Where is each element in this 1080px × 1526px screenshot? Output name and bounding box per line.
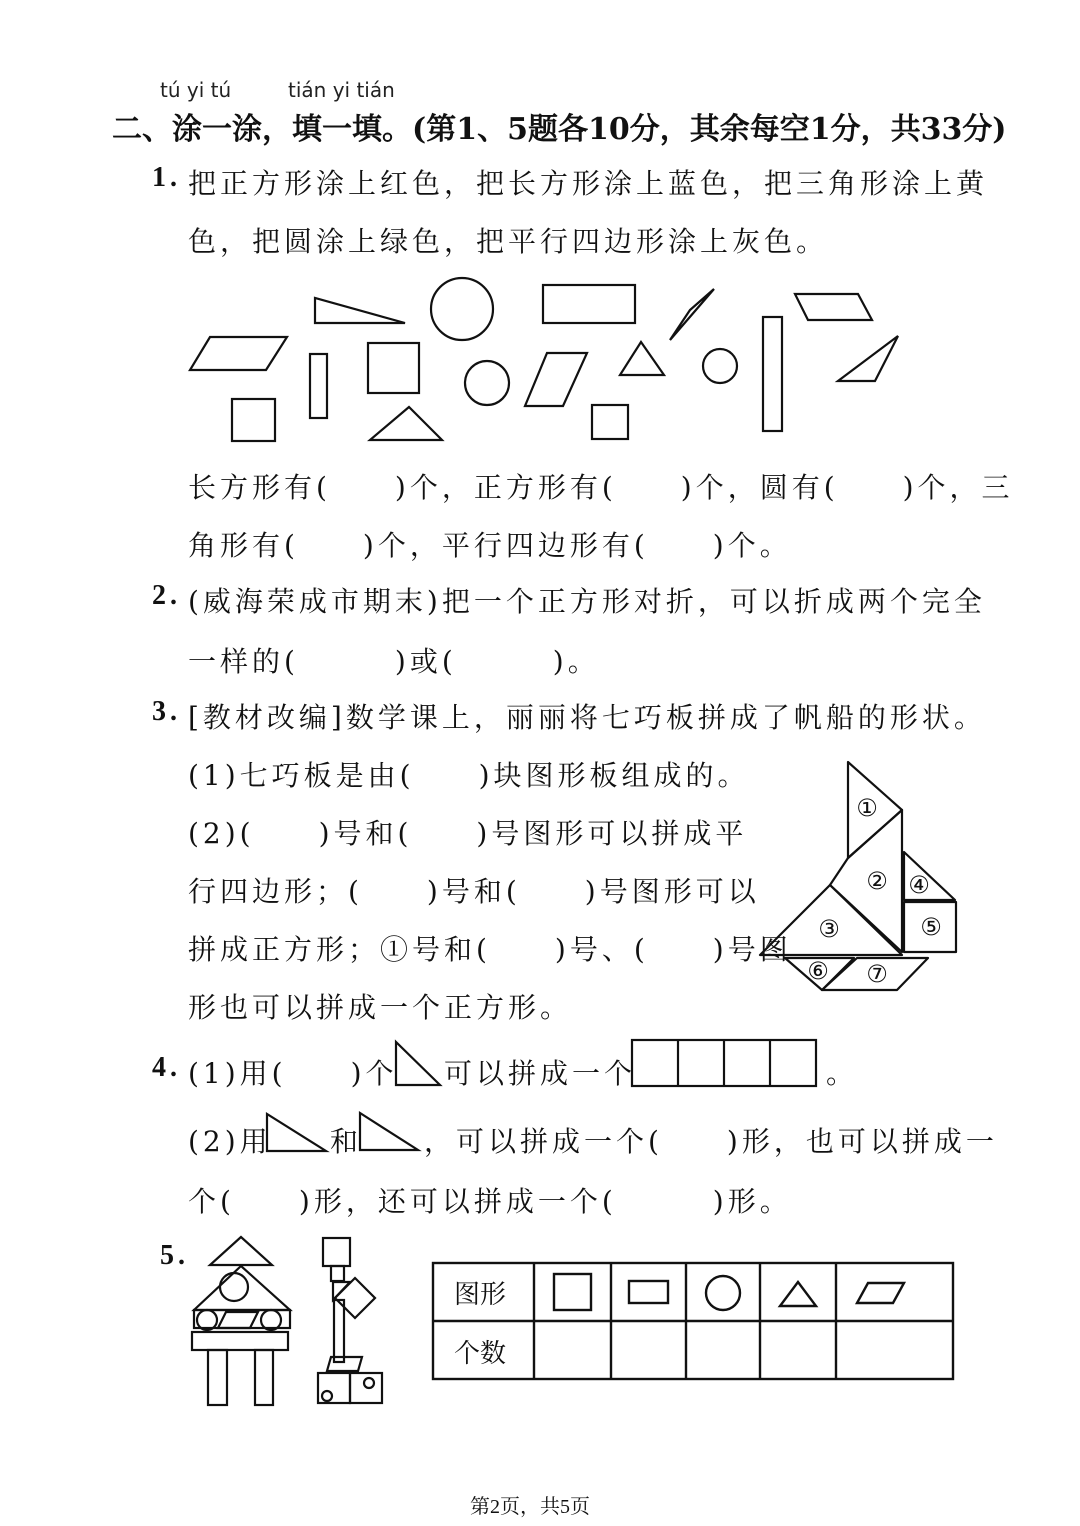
- parallelogram-shape: [525, 353, 587, 406]
- tangram-label-3: ③: [818, 915, 840, 943]
- robot-diamond: [335, 1278, 375, 1318]
- tower-top-triangle: [210, 1237, 272, 1265]
- tower-band: [194, 1310, 290, 1328]
- triangle-shape: [315, 298, 405, 323]
- q3-line1: [教材改编]数学课上，丽丽将七巧板拼成了帆船的形状。: [188, 701, 986, 734]
- section-title: 二、涂一涂，填一填。(第1、5题各10分，其余每空1分，共33分): [112, 112, 1007, 147]
- pinyin-tu-yi-tu: tú yi tú: [160, 78, 232, 102]
- q3-sub2c[interactable]: 拼成正方形；①号和( )号、( )号图: [188, 933, 792, 966]
- rectangle-shape: [763, 317, 782, 431]
- tower-circle-right: [261, 1310, 281, 1330]
- tower-circle-left: [197, 1310, 217, 1330]
- q1-line2: 色，把圆涂上绿色，把平行四边形涂上灰色。: [188, 225, 829, 258]
- tower-beam: [192, 1332, 288, 1350]
- table-square-icon: [554, 1274, 591, 1310]
- q4-sub2a: (2)用: [188, 1125, 272, 1158]
- right-triangle-icon-a: [267, 1114, 326, 1151]
- tower-leg-left: [208, 1350, 227, 1405]
- tangram-piece-2: [830, 810, 902, 952]
- tangram-piece-7: [822, 958, 928, 990]
- q3-sub2a[interactable]: (2)( )号和( )号图形可以拼成平: [188, 817, 748, 850]
- tower-leg-right: [255, 1350, 273, 1405]
- square-shape: [368, 343, 419, 393]
- q5-number: 5.: [160, 1240, 189, 1271]
- square-shape: [232, 399, 275, 441]
- q4-number: 4.: [152, 1052, 181, 1083]
- tangram-label-6: ⑥: [807, 957, 829, 985]
- q1-number: 1.: [152, 162, 181, 193]
- triangle-shape: [370, 407, 442, 440]
- tangram-piece-5: [904, 902, 956, 952]
- q3-number: 3.: [152, 696, 181, 727]
- q4-sub1a[interactable]: (1)用( )个: [188, 1057, 398, 1090]
- rectangle-shape: [310, 354, 327, 418]
- robot-neck: [331, 1266, 344, 1281]
- q4-sub1b: 可以拼成一个: [444, 1057, 637, 1090]
- q2-line2[interactable]: 一样的( )或( )。: [188, 645, 600, 678]
- q3-sub1[interactable]: (1)七巧板是由( )块图形板组成的。: [188, 759, 750, 792]
- four-square-strip: [632, 1040, 816, 1086]
- tower-circle: [220, 1273, 248, 1301]
- q4-sub1c: 。: [826, 1057, 859, 1090]
- tangram-label-1: ①: [856, 794, 878, 822]
- square-shape: [592, 405, 628, 439]
- robot-foot-right: [350, 1373, 382, 1403]
- table-header-shape: 图形: [454, 1280, 507, 1310]
- circle-shape: [465, 361, 509, 405]
- q2-line1: (威海荣成市期末)把一个正方形对折，可以折成两个完全: [188, 585, 986, 618]
- q3-sub2d: 形也可以拼成一个正方形。: [188, 991, 573, 1024]
- triangle-shape: [838, 336, 898, 381]
- table-header-count: 个数: [454, 1339, 507, 1369]
- q2-number: 2.: [152, 580, 181, 611]
- table-triangle-icon: [780, 1282, 816, 1306]
- q4-sub2d[interactable]: 个( )形，还可以拼成一个( )形。: [188, 1185, 792, 1218]
- table-rectangle-icon: [629, 1281, 668, 1303]
- q1-line1: 把正方形涂上红色，把长方形涂上蓝色，把三角形涂上黄: [188, 167, 989, 200]
- tangram-piece-4: [904, 852, 955, 900]
- robot-triangle: [333, 1282, 350, 1300]
- page-footer: 第2页，共5页: [470, 1496, 590, 1518]
- right-triangle-icon-b: [360, 1113, 418, 1150]
- q4-sub2b: 和: [330, 1125, 363, 1158]
- robot-foot-left: [318, 1373, 350, 1403]
- tangram-label-7: ⑦: [866, 960, 888, 988]
- circle-shape: [703, 349, 737, 383]
- tangram-piece-1: [848, 762, 902, 858]
- tangram-piece-6: [785, 958, 854, 990]
- small-triangle-icon: [396, 1042, 440, 1085]
- parallelogram-shape: [190, 337, 287, 370]
- q1-answer-line2[interactable]: 角形有( )个，平行四边形有( )个。: [188, 529, 792, 562]
- robot-body: [334, 1300, 344, 1362]
- parallelogram-shape: [795, 294, 872, 320]
- q1-answer-line1[interactable]: 长方形有( )个，正方形有( )个，圆有( )个，三: [188, 471, 1014, 504]
- rectangle-shape: [543, 285, 635, 323]
- tangram-label-5: ⑤: [920, 913, 942, 941]
- robot-parallelogram: [327, 1357, 362, 1371]
- triangle-shape: [670, 289, 714, 340]
- q4-sub2c[interactable]: ，可以拼成一个( )形，也可以拼成一: [424, 1125, 998, 1158]
- triangle-shape: [620, 342, 664, 375]
- tangram-label-2: ②: [866, 867, 888, 895]
- circle-shape: [431, 278, 493, 340]
- table-circle-icon: [706, 1276, 740, 1310]
- q3-sub2b[interactable]: 行四边形；( )号和( )号图形可以: [188, 875, 760, 908]
- tangram-label-4: ④: [908, 871, 930, 899]
- robot-head: [323, 1238, 350, 1266]
- pinyin-tian-yi-tian: tián yi tián: [288, 78, 395, 102]
- tower-parallelogram: [218, 1312, 258, 1328]
- tower-mid-triangle: [194, 1266, 290, 1310]
- table-parallelogram-icon: [857, 1283, 904, 1303]
